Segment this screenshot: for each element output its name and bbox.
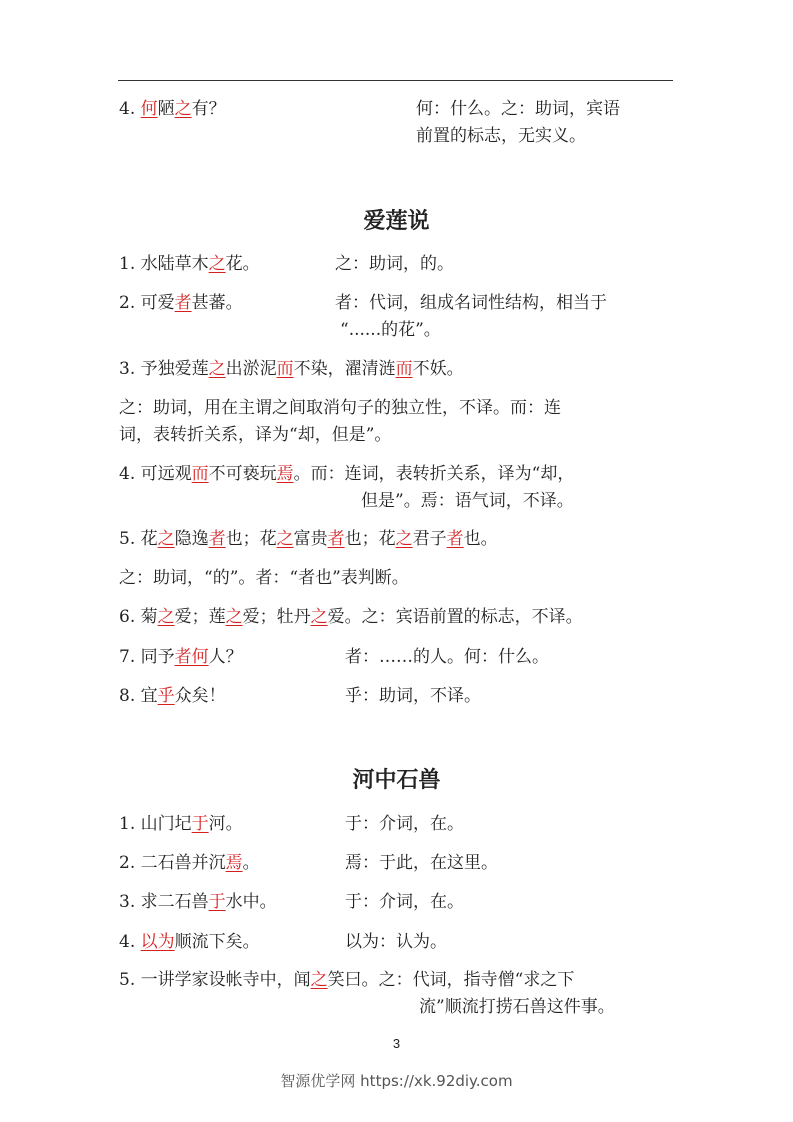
entry-explanation (345, 811, 464, 837)
footer-website: 智源优学网 https://xk.92diy.com (280, 1072, 513, 1090)
highlighted-word: 者 (327, 529, 345, 549)
text-segment: 不妖。 (412, 359, 464, 379)
text-segment: 8. 宜 (119, 686, 158, 706)
text-segment: 焉：于此，在这里。 (345, 853, 498, 873)
section-title-heshongshishou: 河中石兽 (352, 767, 441, 793)
highlighted-word: 而 (395, 359, 413, 379)
highlighted-word: 何 (140, 99, 158, 119)
highlighted-word: 之 (157, 607, 175, 627)
text-segment: 5. 一讲学家设帐寺中，闻 (119, 970, 311, 990)
text-segment: 6. 菊 (119, 607, 158, 627)
text-segment: 5. 花 (119, 529, 158, 549)
entry-line (119, 850, 260, 876)
text-segment: 众矣！ (174, 686, 226, 706)
text-segment: 爱。之：宾语前置的标志，不译。 (327, 607, 583, 627)
text-segment: 4. (119, 932, 141, 952)
entry-line (119, 889, 277, 915)
highlighted-word: 之 (276, 529, 294, 549)
text-segment: 4. 可远观 (119, 464, 192, 484)
entry-line (119, 251, 260, 277)
text-segment: “......的花”。 (340, 320, 441, 340)
highlighted-word: 乎 (157, 686, 175, 706)
entry-line (119, 96, 226, 122)
text-segment: 君子 (412, 529, 447, 549)
highlighted-word: 者 (446, 529, 464, 549)
text-segment: 河。 (208, 814, 243, 834)
text-segment: 也。 (463, 529, 498, 549)
text-segment: 者：代词，组成名词性结构，相当于 (335, 293, 607, 313)
text-segment: 之：助词，“的”。者：“者也”表判断。 (119, 568, 409, 588)
entry-explanation (345, 850, 498, 876)
text-segment: 顺流下矣。 (174, 932, 260, 952)
text-segment: 人？ (208, 647, 243, 667)
entry-line (119, 683, 226, 709)
entry-line (119, 644, 243, 670)
entry-line (119, 929, 260, 955)
highlighted-word: 者 (174, 293, 192, 313)
entry-explanation (119, 422, 391, 448)
entry-explanation (119, 395, 561, 421)
text-segment: 1. 水陆草木 (119, 254, 209, 274)
text-segment: 乎：助词，不译。 (345, 686, 481, 706)
highlighted-word: 而 (276, 359, 294, 379)
text-segment: 流”顺流打捞石兽这件事。 (419, 997, 615, 1017)
text-segment: 3. 求二石兽 (119, 892, 209, 912)
text-segment: 有？ (191, 99, 226, 119)
entry-line (119, 967, 574, 993)
entry-explanation (345, 889, 464, 915)
text-segment: 于：介词，在。 (345, 814, 464, 834)
entry-explanation (345, 683, 481, 709)
highlighted-word: 而 (191, 464, 209, 484)
text-segment: 7. 同予 (119, 647, 175, 667)
entry-explanation (419, 994, 615, 1020)
entry-explanation (340, 317, 441, 343)
highlighted-word: 焉 (276, 464, 294, 484)
entry-explanation (416, 123, 586, 149)
highlighted-word: 以为 (140, 932, 175, 952)
text-segment: 以为：认为。 (345, 932, 447, 952)
text-segment: 3. 予独爱莲 (119, 359, 209, 379)
text-segment: 花。 (225, 254, 260, 274)
text-segment: 于：介词，在。 (345, 892, 464, 912)
text-segment: 陋 (157, 99, 175, 119)
entry-explanation (416, 96, 620, 122)
highlighted-word: 于 (208, 892, 226, 912)
entry-line (119, 461, 574, 487)
text-segment: 词，表转折关系，译为“却，但是”。 (119, 425, 392, 445)
text-segment: 爱；牡丹 (242, 607, 311, 627)
text-segment: 笑曰。之：代词，指寺僧“求之下 (327, 970, 575, 990)
entry-line (119, 356, 464, 382)
header-rule (118, 80, 673, 81)
highlighted-word: 之 (395, 529, 413, 549)
text-segment: 甚蕃。 (191, 293, 243, 313)
entry-explanation (345, 644, 549, 670)
text-segment: 。 (242, 853, 260, 873)
entry-explanation (335, 290, 607, 316)
highlighted-word: 之 (208, 359, 226, 379)
highlighted-word: 焉 (225, 853, 243, 873)
highlighted-word: 之 (310, 970, 328, 990)
highlighted-word: 者 (208, 529, 226, 549)
entry-line (119, 604, 583, 630)
text-segment: 富贵 (293, 529, 328, 549)
entry-explanation (335, 251, 454, 277)
text-segment: 2. 二石兽并沉 (119, 853, 226, 873)
text-segment: 也；花 (344, 529, 396, 549)
highlighted-word: 之 (208, 254, 226, 274)
entry-line (119, 811, 243, 837)
highlighted-word: 之 (157, 529, 175, 549)
text-segment: 4. (119, 99, 141, 119)
text-segment: 之：助词，的。 (335, 254, 454, 274)
text-segment: 水中。 (225, 892, 277, 912)
entry-line (119, 290, 243, 316)
text-segment: 。而：连词，表转折关系，译为“却， (293, 464, 575, 484)
text-segment: 隐逸 (174, 529, 209, 549)
text-segment: 但是”。焉：语气词，不译。 (361, 491, 574, 511)
text-segment: 2. 可爱 (119, 293, 175, 313)
text-segment: 何：什么。之：助词，宾语 (416, 99, 620, 119)
entry-explanation (345, 929, 447, 955)
text-segment: 1. 山门圮 (119, 814, 192, 834)
highlighted-word: 者何 (174, 647, 209, 667)
highlighted-word: 之 (225, 607, 243, 627)
text-segment: 爱；莲 (174, 607, 226, 627)
text-segment: 者：……的人。何：什么。 (345, 647, 549, 667)
text-segment: 出淤泥 (225, 359, 277, 379)
entry-explanation (119, 565, 409, 591)
page-number: 3 (392, 1036, 401, 1051)
entry-explanation (361, 488, 574, 514)
text-segment: 前置的标志，无实义。 (416, 126, 586, 146)
highlighted-word: 于 (191, 814, 209, 834)
text-segment: 不染，濯清涟 (293, 359, 396, 379)
section-title-ailianshuo: 爱莲说 (363, 208, 430, 234)
highlighted-word: 之 (310, 607, 328, 627)
entry-line (119, 526, 498, 552)
text-segment: 之：助词，用在主谓之间取消句子的独立性，不译。而：连 (119, 398, 561, 418)
highlighted-word: 之 (174, 99, 192, 119)
text-segment: 也；花 (225, 529, 277, 549)
text-segment: 不可亵玩 (208, 464, 277, 484)
